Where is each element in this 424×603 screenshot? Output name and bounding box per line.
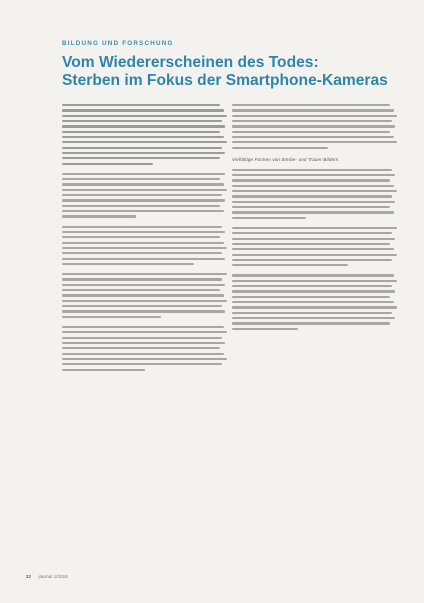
text-line bbox=[62, 331, 227, 333]
text-line bbox=[62, 337, 222, 339]
text-line bbox=[62, 183, 224, 185]
text-line bbox=[62, 258, 225, 260]
text-line bbox=[232, 227, 397, 229]
text-line bbox=[62, 231, 225, 233]
text-line bbox=[232, 290, 395, 292]
text-line bbox=[62, 178, 220, 180]
text-line bbox=[62, 163, 153, 165]
text-line bbox=[62, 305, 222, 307]
article-title bbox=[62, 54, 392, 90]
text-line bbox=[62, 294, 224, 296]
text-line bbox=[232, 109, 394, 111]
text-line bbox=[62, 342, 225, 344]
text-line bbox=[62, 173, 225, 175]
text-line bbox=[232, 238, 395, 240]
journal-name: journal 1/2019 bbox=[38, 574, 68, 579]
text-line bbox=[62, 136, 224, 138]
text-line bbox=[62, 194, 222, 196]
body-paragraph bbox=[62, 326, 227, 371]
text-line bbox=[62, 236, 220, 238]
text-line bbox=[62, 226, 222, 228]
body-paragraph bbox=[232, 169, 397, 219]
text-line bbox=[232, 195, 392, 197]
text-line bbox=[232, 141, 397, 143]
body-paragraph bbox=[62, 104, 227, 165]
text-line bbox=[62, 157, 220, 159]
text-line bbox=[62, 104, 220, 106]
text-line bbox=[62, 131, 220, 133]
body-paragraph bbox=[62, 226, 227, 265]
title-line-1: Vom Wiedererscheinen des Todes: bbox=[62, 54, 319, 71]
page-footer bbox=[26, 574, 68, 579]
page-number: 22 bbox=[26, 574, 32, 579]
text-line bbox=[232, 301, 394, 303]
text-line bbox=[62, 316, 161, 318]
text-line bbox=[62, 152, 225, 154]
section-kicker: BILDUNG UND FORSCHUNG bbox=[62, 40, 174, 47]
text-line bbox=[62, 326, 224, 328]
text-line bbox=[62, 252, 222, 254]
text-line bbox=[232, 169, 392, 171]
text-line bbox=[62, 284, 225, 286]
text-line bbox=[232, 248, 394, 250]
text-line bbox=[62, 263, 194, 265]
text-line bbox=[232, 174, 395, 176]
text-line bbox=[62, 358, 227, 360]
text-line bbox=[232, 120, 392, 122]
text-line bbox=[232, 179, 390, 181]
text-line bbox=[62, 125, 225, 127]
body-paragraph bbox=[232, 227, 397, 266]
body-paragraph bbox=[62, 173, 227, 218]
text-line bbox=[62, 141, 227, 143]
text-line bbox=[62, 205, 220, 207]
text-line bbox=[62, 363, 222, 365]
text-line bbox=[232, 201, 395, 203]
text-line bbox=[62, 115, 227, 117]
right-column bbox=[232, 104, 397, 338]
text-line bbox=[232, 328, 298, 330]
text-line bbox=[62, 120, 222, 122]
text-line bbox=[62, 278, 222, 280]
body-paragraph bbox=[62, 273, 227, 318]
text-line bbox=[62, 347, 220, 349]
text-line bbox=[62, 189, 227, 191]
text-line bbox=[232, 136, 394, 138]
text-line bbox=[62, 199, 225, 201]
text-line bbox=[62, 289, 220, 291]
text-line bbox=[232, 296, 390, 298]
text-line bbox=[232, 317, 395, 319]
text-line bbox=[62, 242, 224, 244]
text-line bbox=[232, 322, 390, 324]
text-line bbox=[232, 259, 392, 261]
text-line bbox=[232, 312, 392, 314]
text-line bbox=[232, 217, 306, 219]
text-line bbox=[232, 232, 392, 234]
title-line-2: Sterben im Fokus der Smartphone-Kameras bbox=[62, 72, 388, 89]
text-line bbox=[232, 185, 394, 187]
text-line bbox=[232, 211, 394, 213]
text-line bbox=[62, 353, 224, 355]
text-line bbox=[232, 243, 390, 245]
text-line bbox=[232, 264, 348, 266]
text-line bbox=[232, 280, 397, 282]
text-line bbox=[62, 273, 227, 275]
text-line bbox=[62, 210, 224, 212]
text-line bbox=[232, 306, 397, 308]
section-subheading: Vielfältige Formen von Sterbe- und Trauer-Bildern bbox=[232, 156, 339, 162]
text-line bbox=[232, 190, 397, 192]
text-line bbox=[232, 131, 390, 133]
body-paragraph bbox=[232, 104, 397, 149]
text-line bbox=[232, 206, 390, 208]
text-line bbox=[232, 274, 394, 276]
text-line bbox=[232, 125, 395, 127]
text-line bbox=[62, 215, 136, 217]
text-line bbox=[62, 109, 224, 111]
text-line bbox=[62, 310, 225, 312]
text-line bbox=[62, 147, 222, 149]
text-line bbox=[232, 254, 397, 256]
text-line bbox=[62, 369, 145, 371]
text-line bbox=[232, 147, 328, 149]
left-column bbox=[62, 104, 227, 379]
text-line bbox=[62, 247, 227, 249]
text-line bbox=[232, 104, 390, 106]
text-line bbox=[232, 285, 392, 287]
body-paragraph bbox=[232, 274, 397, 329]
text-line bbox=[232, 115, 397, 117]
text-line bbox=[62, 300, 227, 302]
